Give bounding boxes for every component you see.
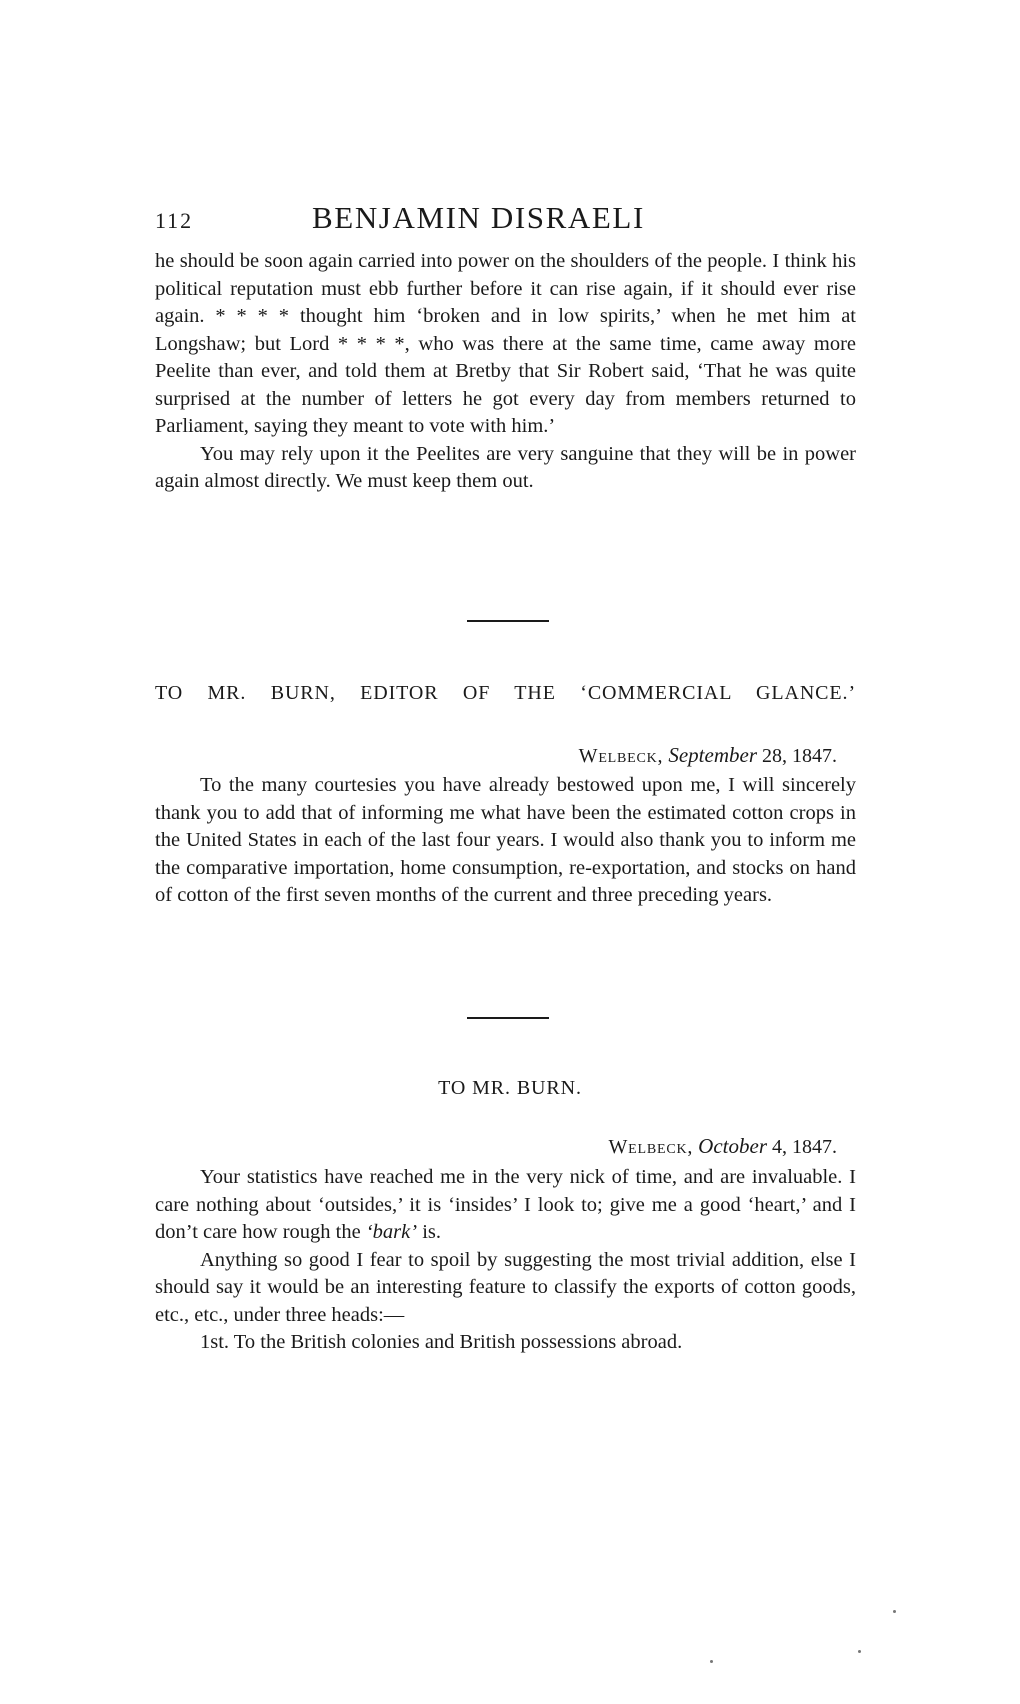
scan-speck — [710, 1660, 713, 1663]
dateline-date: 4, 1847. — [772, 1136, 837, 1158]
paragraph: You may rely upon it the Peelites are very sanguine that they will be in power again almost directly. We must keep them out. — [155, 442, 856, 492]
continued-letter — [155, 248, 856, 496]
dateline-month: September — [668, 743, 757, 767]
paragraph: 1st. To the British colonies and British possessions abroad. — [200, 1331, 683, 1353]
dateline-month: October — [698, 1134, 767, 1158]
dateline-place: Welbeck, — [578, 745, 664, 767]
dateline-place: Welbeck, — [608, 1136, 694, 1158]
letter-heading: TO MR. BURN. — [438, 1077, 582, 1099]
letter-body — [155, 1164, 856, 1357]
letter-body — [155, 772, 856, 910]
dateline — [579, 743, 837, 768]
section-divider — [467, 1017, 549, 1019]
page-number: 112 — [155, 208, 194, 233]
paragraph: To the many courtesies you have already bestowed upon me, I will sincerely thank you to add that of informing me what have been the estimated cotton crops in the United States in each of the last four years. I would also thank you to inform me the comparative importation, home consumption, re-exportation, and stocks on hand of cotton of the first seven months of the current and three preceding years. — [155, 774, 856, 906]
italic-word: ‘bark’ — [365, 1221, 418, 1243]
section-divider — [467, 620, 549, 622]
letter-heading: TO MR. BURN, EDITOR OF THE ‘COMMERCIAL GLANCE.’ — [155, 682, 856, 704]
dateline — [608, 1134, 837, 1159]
page-header — [155, 200, 855, 240]
paragraph: Anything so good I fear to spoil by suggesting the most trivial addition, else I should say it would be an interesting feature to classify the exports of cotton goods, etc., etc., under three heads:— — [155, 1248, 856, 1326]
dateline-date: 28, 1847. — [762, 745, 837, 767]
running-title: BENJAMIN DISRAELI — [312, 200, 645, 235]
scan-speck — [893, 1610, 896, 1613]
paragraph-text: is. — [417, 1221, 441, 1243]
paragraph — [155, 1164, 856, 1247]
paragraph-text: Your statistics have reached me in the very nick of time, and are invaluable. I care nothing about ‘outsides,’ it is ‘insides’ I look to; give me a good ‘heart,’ and I don’t care how rough the — [155, 1166, 856, 1243]
scan-speck — [858, 1650, 861, 1653]
paragraph: he should be soon again carried into power on the shoulders of the people. I think his political reputation must ebb further before it can rise again, if it should ever rise again. * * * * thought him ‘broken and in low spirits,’ when he met him at Longshaw; but Lord * * * *, who was there at the same time, came away more Peelite than ever, and told them at Bretby that Sir Robert said, ‘That he was quite surprised at the number of letters he got every day from members returned to Parliament, saying they meant to vote with him.’ — [155, 250, 856, 437]
